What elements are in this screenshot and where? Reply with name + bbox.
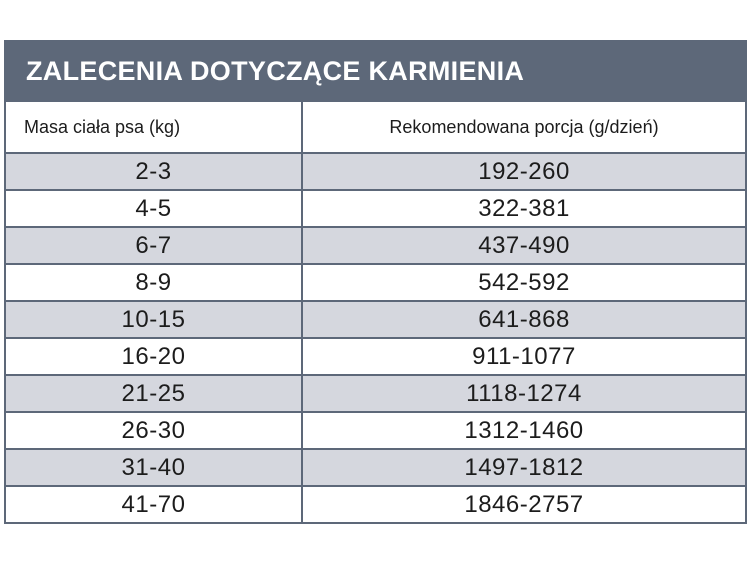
weight-cell: 31-40 [5,449,302,486]
portion-cell: 1846-2757 [302,486,746,523]
table-row [5,227,746,264]
table-row [5,190,746,227]
weight-cell: 21-25 [5,375,302,412]
portion-cell: 911-1077 [302,338,746,375]
portion-cell: 1312-1460 [302,412,746,449]
portion-cell: 1118-1274 [302,375,746,412]
portion-cell: 542-592 [302,264,746,301]
weight-cell: 6-7 [5,227,302,264]
weight-cell: 2-3 [5,153,302,190]
title-row [5,41,746,101]
column-header-weight: Masa ciała psa (kg) [5,101,302,153]
table-row [5,264,746,301]
portion-cell: 437-490 [302,227,746,264]
table-title: ZALECENIA DOTYCZĄCE KARMIENIA [5,41,746,101]
weight-cell: 41-70 [5,486,302,523]
table-row [5,486,746,523]
weight-cell: 4-5 [5,190,302,227]
feeding-table-container [4,40,745,524]
portion-cell: 192-260 [302,153,746,190]
header-row [5,101,746,153]
portion-cell: 322-381 [302,190,746,227]
table-row [5,153,746,190]
table-row [5,338,746,375]
weight-cell: 16-20 [5,338,302,375]
weight-cell: 8-9 [5,264,302,301]
table-row [5,375,746,412]
table-row [5,412,746,449]
weight-cell: 10-15 [5,301,302,338]
table-row [5,449,746,486]
weight-cell: 26-30 [5,412,302,449]
table-row [5,301,746,338]
column-header-portion: Rekomendowana porcja (g/dzień) [302,101,746,153]
portion-cell: 1497-1812 [302,449,746,486]
feeding-table [4,40,747,524]
portion-cell: 641-868 [302,301,746,338]
